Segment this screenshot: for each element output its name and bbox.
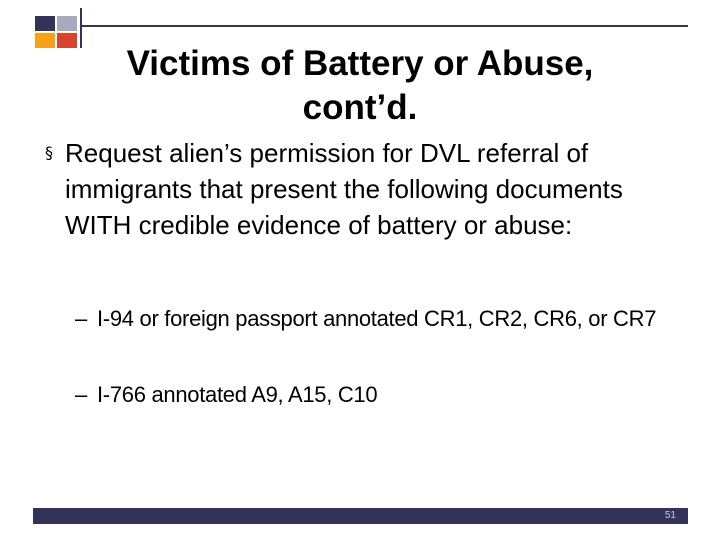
dash-bullet-icon: – [75, 382, 87, 407]
sub-bullet-2-text: I-766 annotated A9, A15, C10 [97, 382, 378, 407]
main-bullet [45, 135, 675, 243]
decor-square-navy [35, 16, 55, 31]
main-bullet-text: Request alien’s permission for DVL referral of immigrants that present the following documents WITH credible evidence of battery or abuse: [65, 138, 623, 240]
dash-bullet-icon: – [75, 306, 87, 331]
title-line-2: cont’d. [302, 88, 418, 127]
section-bullet-icon: § [45, 143, 53, 162]
decor-square-gray [57, 16, 77, 31]
decor-square-orange [35, 33, 55, 48]
sub-bullet-2 [75, 379, 675, 410]
page-number: 51 [664, 510, 676, 521]
header-horizontal-rule [80, 25, 688, 27]
title-line-1: Victims of Battery or Abuse, [126, 44, 594, 83]
footer-bar [33, 508, 688, 524]
sub-bullet-1-text: I-94 or foreign passport annotated CR1, CR2, CR6, or CR7 [97, 306, 657, 331]
sub-bullet-1 [75, 303, 675, 334]
slide-title [70, 42, 650, 130]
